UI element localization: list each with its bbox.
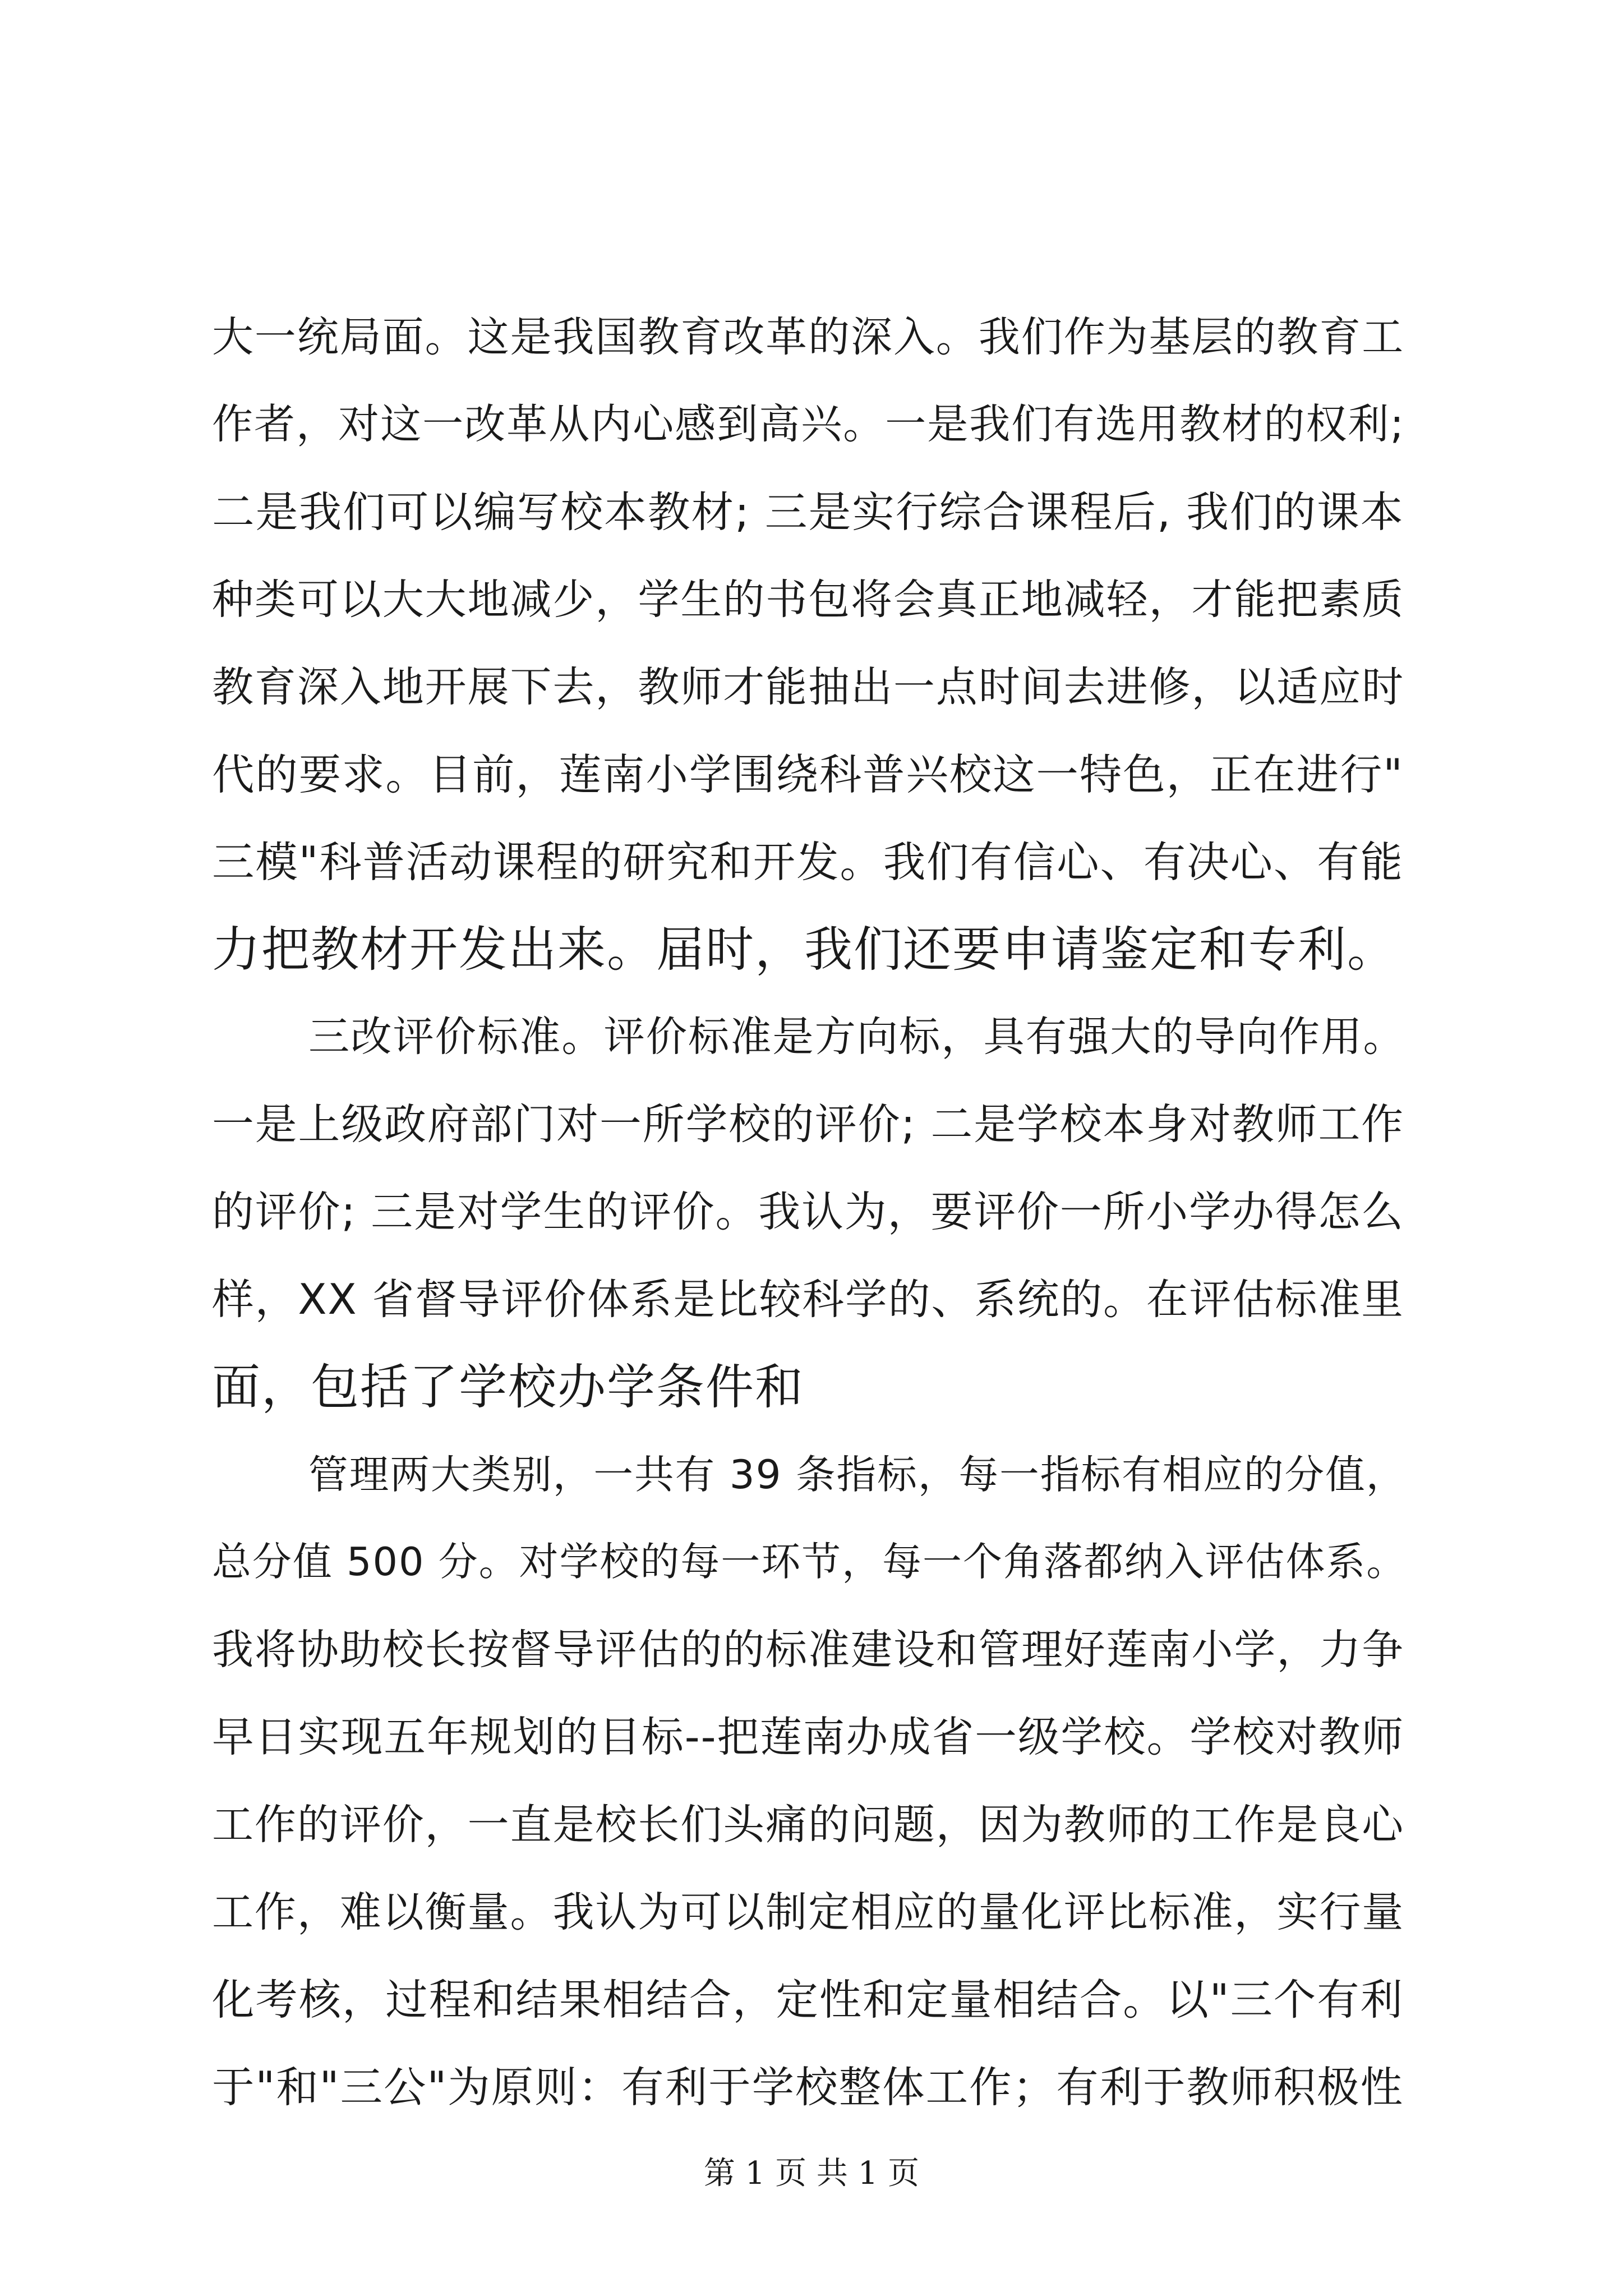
- text-line: 大一统局面。这是我国教育改革的深入。我们作为基层的教育工: [212, 313, 1405, 361]
- text-line: 的评价; 三是对学生的评价。我认为，要评价一所小学办得怎么: [212, 1188, 1405, 1236]
- text-line: 工作，难以衡量。我认为可以制定相应的量化评比标准，实行量: [212, 1888, 1405, 1936]
- paragraph-start-line: 管理两大类别，一共有 39 条指标，每一指标有相应的分值，: [308, 1451, 1407, 1498]
- text-line: 化考核，过程和结果相结合，定性和定量相结合。以"三个有利: [212, 1975, 1404, 2024]
- text-line: 面，包括了学校办学条件和: [212, 1359, 804, 1415]
- text-line: 三模"科普活动课程的研究和开发。我们有信心、有决心、有能: [212, 838, 1404, 887]
- text-line: 工作的评价，一直是校长们头痛的问题，因为教师的工作是良心: [212, 1801, 1405, 1849]
- text-line: 力把教材开发出来。届时，我们还要申请鉴定和专利。: [212, 922, 1396, 978]
- page-number-footer: 第 1 页 共 1 页: [703, 2155, 920, 2192]
- text-line: 总分值 500 分。对学校的每一环节，每一个角落都纳入评估体系。: [212, 1539, 1407, 1585]
- text-line: 作者，对这一改革从内心感到高兴。一是我们有选用教材的权利;: [212, 401, 1405, 448]
- text-line: 早日实现五年规划的目标--把莲南办成省一级学校。学校对教师: [212, 1713, 1405, 1761]
- text-line: 我将协助校长按督导评估的的标准建设和管理好莲南小学，力争: [212, 1626, 1405, 1674]
- text-line: 二是我们可以编写校本教材; 三是实行综合课程后, 我们的课本: [212, 487, 1404, 537]
- text-line: 种类可以大大地减少，学生的书包将会真正地减轻，才能把素质: [212, 576, 1405, 624]
- text-line: 教育深入地开展下去，教师才能抽出一点时间去进修，以适应时: [212, 663, 1405, 711]
- text-line: 代的要求。目前，莲南小学围绕科普兴校这一特色，正在进行": [212, 750, 1404, 799]
- paragraph-start-line: 三改评价标准。评价标准是方向标，具有强大的导向作用。: [308, 1013, 1405, 1061]
- text-line: 样，XX 省督导评价体系是比较科学的、系统的。在评估标准里: [212, 1275, 1404, 1324]
- text-line: 于"和"三公"为原则：有利于学校整体工作；有利于教师积极性: [212, 2063, 1404, 2112]
- text-line: 一是上级政府部门对一所学校的评价; 二是学校本身对教师工作: [212, 1100, 1405, 1149]
